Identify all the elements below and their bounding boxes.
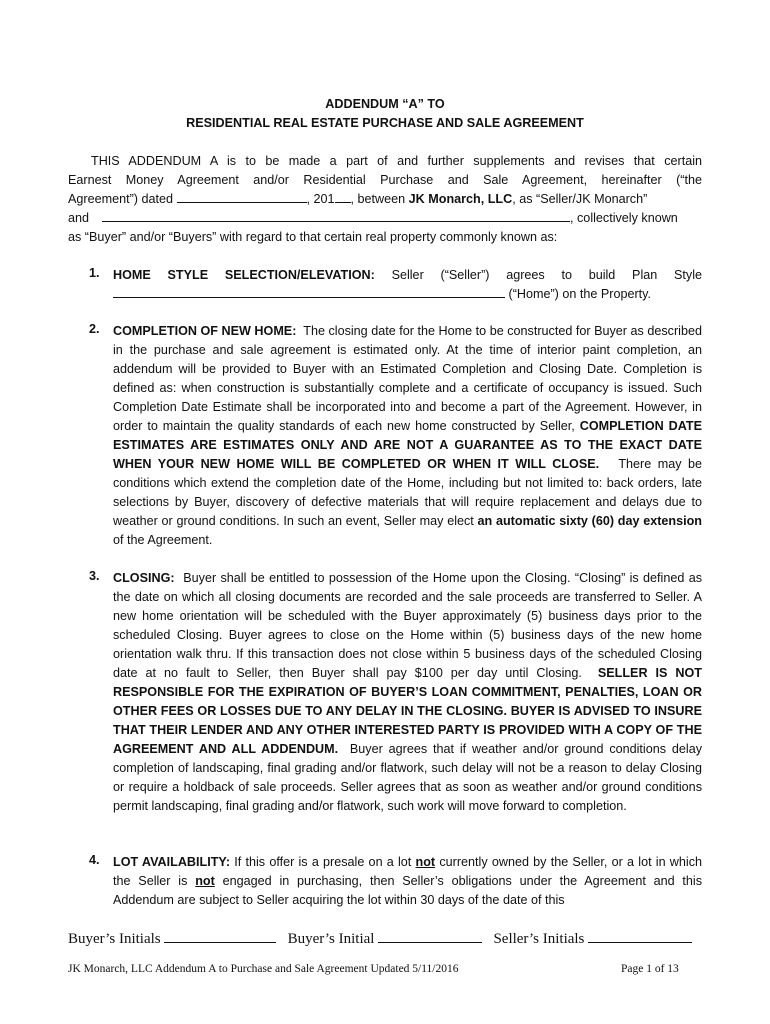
intro-between-label: , between	[350, 192, 406, 206]
section-4-text-2: currently owned by the Seller, or a lot in which the Seller is	[113, 855, 702, 888]
intro-dated-label: Agreement”) dated	[68, 192, 174, 206]
section-1	[113, 266, 702, 304]
section-4	[113, 853, 702, 910]
title-line-1: ADDENDUM “A” TO	[325, 97, 445, 111]
section-3	[113, 569, 702, 816]
section-2-bold-2: an automatic sixty (60) day extension	[477, 514, 702, 528]
year-blank[interactable]	[335, 191, 351, 203]
intro-year-label: , 201	[306, 192, 335, 206]
buyer-initials-blank-1[interactable]	[164, 929, 276, 943]
intro-line-2: Earnest Money Agreement and/or Residential Purchase and Sale Agreement, hereinafter (“the	[68, 173, 702, 187]
section-4-not-2: not	[195, 874, 215, 888]
section-1-line-2	[113, 285, 702, 304]
footer-page-number: Page 1 of 13	[621, 963, 679, 975]
buyer-initials-blank-2[interactable]	[378, 929, 482, 943]
section-2	[113, 322, 702, 550]
section-1-number: 1.	[89, 266, 100, 280]
seller-initials-label: Seller’s Initials	[493, 931, 585, 947]
section-3-number: 3.	[89, 569, 100, 583]
buyer-initials-label-1: Buyer’s Initials	[68, 931, 161, 947]
title-line-2: RESIDENTIAL REAL ESTATE PURCHASE AND SALE AGREEMENT	[186, 116, 584, 130]
section-2-text-2: There may be conditions which extend the completion date of the Home, including but not limited to: back orders, late selections by Buyer, discovery of defective materials that will require replacement and delays due to weather or ground conditions. In such an event, Seller may elect	[113, 457, 702, 528]
section-2-bold-1: COMPLETION DATE ESTIMATES ARE ESTIMATES ONLY AND ARE NOT A GUARANTEE AS TO THE EXACT DATE WHEN YOUR NEW HOME WILL BE COMPLETED OR WHEN IT WILL CLOSE.	[113, 419, 702, 471]
intro-line-1: THIS ADDENDUM A is to be made a part of and further supplements and revises that certain	[91, 154, 702, 168]
section-4-not-1: not	[415, 855, 436, 869]
section-1-text: Seller (“Seller”) agrees to build Plan Style	[391, 268, 702, 282]
section-3-heading: CLOSING:	[113, 571, 175, 585]
section-2-heading: COMPLETION OF NEW HOME:	[113, 324, 297, 338]
section-1-line-1	[113, 266, 702, 285]
date-blank[interactable]	[177, 191, 307, 203]
intro-paragraph	[68, 152, 702, 247]
seller-name: JK Monarch, LLC	[408, 192, 513, 206]
section-3-text-1: Buyer shall be entitled to possession of the Home upon the Closing. “Closing” is defined as the date on which all closing documents are recorded and the sale proceeds are transferred to Seller. A new home orientation will be scheduled with the Buyer approximately (5) business days prior to the scheduled Closing. Buyer agrees to close on the Home within (5) business days of the new home orientation walk thru. If this transaction does not close within 5 business days of the scheduled Closing date at no fault to Seller, then Buyer shall pay $100 per day until Closing.	[113, 571, 703, 680]
section-4-number: 4.	[89, 853, 100, 867]
intro-line-3	[68, 190, 702, 209]
buyer-initials-label-2: Buyer’s Initial	[287, 931, 375, 947]
footer-doc-info: JK Monarch, LLC Addendum A to Purchase and Sale Agreement Updated 5/11/2016	[68, 963, 459, 975]
section-1-text-2: (“Home”) on the Property.	[508, 287, 652, 301]
section-1-heading: HOME STYLE SELECTION/ELEVATION:	[113, 268, 375, 282]
section-4-text-1: If this offer is a presale on a lot	[234, 855, 412, 869]
buyer-name-blank[interactable]	[102, 210, 570, 222]
section-2-text-1: The closing date for the Home to be constructed for Buyer as described in the purchase and sale agreement is estimated only. At the time of interior paint completion, an addendum will be provided to Buyer with an Estimated Completion and Closing Date. Completion is defined as: when construction is substantially complete and a certificate of occupancy is issued. Such Completion Date Estimate shall be incorporated into and become a part of the Agreement. However, in order to maintain the quality standards of each new home constructed by Seller,	[113, 324, 702, 433]
section-2-text-3: of the Agreement.	[113, 533, 213, 547]
intro-and-label: and	[68, 211, 90, 225]
section-3-bold-1: SELLER IS NOT RESPONSIBLE FOR THE EXPIRATION OF BUYER’S LOAN COMMITMENT, PENALTIES, LOAN OR OTHER FEES OR LOSSES DUE TO ANY DELAY IN THE CLOSING. BUYER IS ADVISED TO INSURE THAT THEIR LENDER AND ANY OTHER INTERESTED PARTY IS PROVIDED WITH A COPY OF THE AGREEMENT AND ALL ADDENDUM.	[113, 666, 702, 756]
plan-style-blank[interactable]	[113, 286, 505, 298]
section-4-heading: LOT AVAILABILITY:	[113, 855, 231, 869]
seller-initials-blank[interactable]	[588, 929, 692, 943]
section-4-text-3: engaged in purchasing, then Seller’s obligations under the Agreement and this Addendum are subject to Seller acquiring the lot within 30 days of the date of this	[113, 874, 703, 907]
section-3-text-2: Buyer agrees that if weather and/or ground conditions delay completion of landscaping, final grading and/or flatwork, such delay will not be a reason to delay Closing or require a holdback of sale proceeds. Seller agrees that as soon as weather and/or ground conditions permit landscaping, final grading and/or flatwork, such work will move forward to completion.	[113, 742, 703, 813]
section-2-number: 2.	[89, 322, 100, 336]
intro-collectively-label: , collectively known	[570, 211, 678, 225]
intro-seller-label: , as “Seller/JK Monarch”	[512, 192, 648, 206]
initials-row	[68, 929, 692, 948]
intro-line-4	[68, 209, 702, 228]
intro-line-5: as “Buyer” and/or “Buyers” with regard to that certain real property commonly known as:	[68, 230, 558, 244]
